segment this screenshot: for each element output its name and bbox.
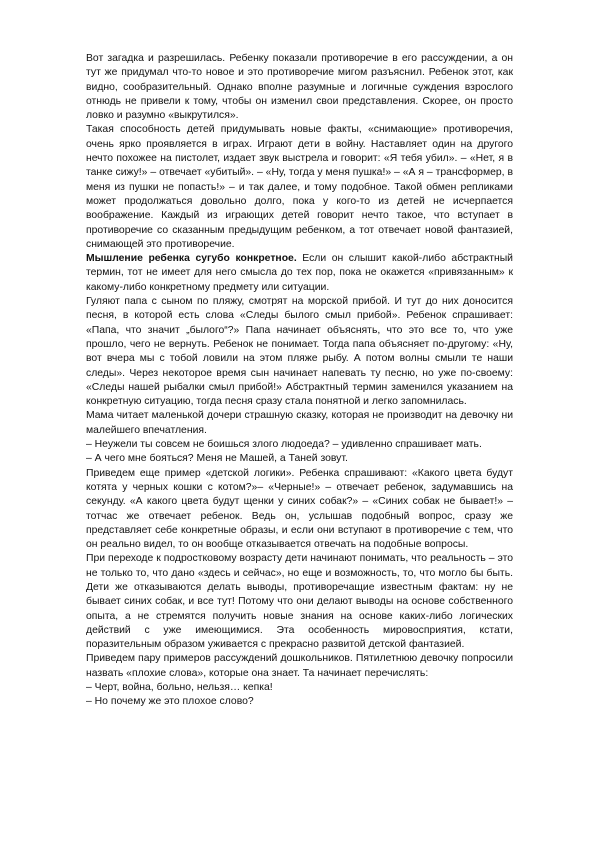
paragraph-text: Вот загадка и разрешилась. Ребенку показали противоречие в его рассуждении, а он тут же придумал что-то новое и это противоречие мигом разъяснил. Ребенок этот, как видно, сообразительный. Однако вполне разумные и логичные суждения взрослого отнюдь не привели к тому, чтобы он изменил свои представления. Скорее, он просто ловко и разумно «выкрутился». bbox=[86, 53, 513, 122]
paragraph-text: – Черт, война, больно, нельзя… кепка! bbox=[86, 682, 273, 694]
paragraph-3 bbox=[86, 252, 513, 295]
paragraph-7 bbox=[86, 452, 513, 466]
paragraph-text: Гуляют папа с сыном по пляжу, смотрят на морской прибой. И тут до них доносится песня, в которой есть слова «Следы былого смыл прибой». Ребенок спрашивает: «Папа, что значит „былого“?» Папа начинает объяснять, что это все то, что уже прошло, чего не вернуть. Ребенок не понимает. Тогда папа объясняет по-другому: «Ну, вот вчера мы с тобой ловили на этом пляже рыбу. А потом волны смыли те наши следы». Через некоторое время сын начинает напевать ту песню, но уже по-своему: «Следы нашей рыбалки смыл прибой!» Абстрактный термин заменился указанием на конкретную ситуацию, тогда песня сразу стала понятной и легко запомнилась. bbox=[86, 296, 513, 408]
paragraph-2 bbox=[86, 123, 513, 252]
paragraph-text: При переходе к подростковому возрасту дети начинают понимать, что реальность – это не только то, что дано «здесь и сейчас», но еще и возможность, то, что могло бы быть. Дети же отказываются делать выводы, противоречащие известным фактам: ну не бывает синих собак, и все тут! Потому что они делают выводы на основе собственного опыта, а не стремятся получить новые знания на основе каких-либо логических действий с уже имеющимися. Эта особенность мировосприятия, кстати, поразительным образом уживается с прекрасно развитой детской фантазией. bbox=[86, 553, 513, 651]
paragraph-text: Приведем еще пример «детской логики». Ребенка спрашивают: «Какого цвета будут котята у черных кошки с котом?»– «Черные!» – отвечает ребенок, задумавшись на секунду. «А какого цвета будут щенки у синих собак?» – «Синих собак не бывает!» – тотчас же отвечает ребенок. Ведь он, услышав подобный вопрос, сразу же представляет себе конкретные образы, и если они вступают в противоречие с тем, что он реально видел, то он вообще отказывается отвечать на подобные вопросы. bbox=[86, 467, 513, 551]
paragraph-10 bbox=[86, 652, 513, 681]
paragraph-text: Приведем пару примеров рассуждений дошкольников. Пятилетнюю девочку попросили назвать «плохие слова», которые она знает. Та начинает перечислять: bbox=[86, 653, 513, 679]
document-page bbox=[86, 52, 513, 710]
paragraph-1 bbox=[86, 52, 513, 123]
paragraph-text: Если он слышит какой-либо абстрактный термин, тот не имеет для него смысла до тех пор, пока не окажется «привязанным» к какому-либо конкретному предмету или ситуации. bbox=[86, 253, 513, 293]
paragraph-5 bbox=[86, 409, 513, 438]
paragraph-text: – Но почему же это плохое слово? bbox=[86, 696, 254, 708]
paragraph-text: – Неужели ты совсем не боишься злого людоеда? – удивленно спрашивает мать. bbox=[86, 439, 482, 451]
paragraph-9 bbox=[86, 552, 513, 652]
paragraph-text: – А чего мне бояться? Меня не Машей, а Таней зовут. bbox=[86, 453, 348, 465]
paragraph-text: Такая способность детей придумывать новые факты, «снимающие» противоречия, очень ярко проявляется в играх. Играют дети в войну. Наставляет один на другого нечто похожее на пистолет, издает звук выстрела и говорит: «Я тебя убил». – «Нет, я в танке сижу!» – отвечает «убитый». – «Ну, тогда у меня пушка!» – «А я – трансформер, в меня из пушки не попасть!» – и так далее, и тому подобное. Такой обмен репликами может продолжаться довольно долго, пока у кого-то из детей не исчерпается воображение. Каждый из играющих детей говорит нечто такое, что вступает в противоречие со сказанным предыдущим ребенком, а тот отвечает новой фантазией, снимающей это противоречие. bbox=[86, 124, 513, 250]
paragraph-6 bbox=[86, 438, 513, 452]
paragraph-11 bbox=[86, 681, 513, 695]
paragraph-4 bbox=[86, 295, 513, 409]
paragraph-8 bbox=[86, 467, 513, 553]
paragraph-12 bbox=[86, 695, 513, 709]
paragraph-lead-bold: Мышление ребенка сугубо конкретное. bbox=[86, 253, 297, 265]
paragraph-text: Мама читает маленькой дочери страшную сказку, которая не производит на девочку ни малейшего впечатления. bbox=[86, 410, 513, 436]
